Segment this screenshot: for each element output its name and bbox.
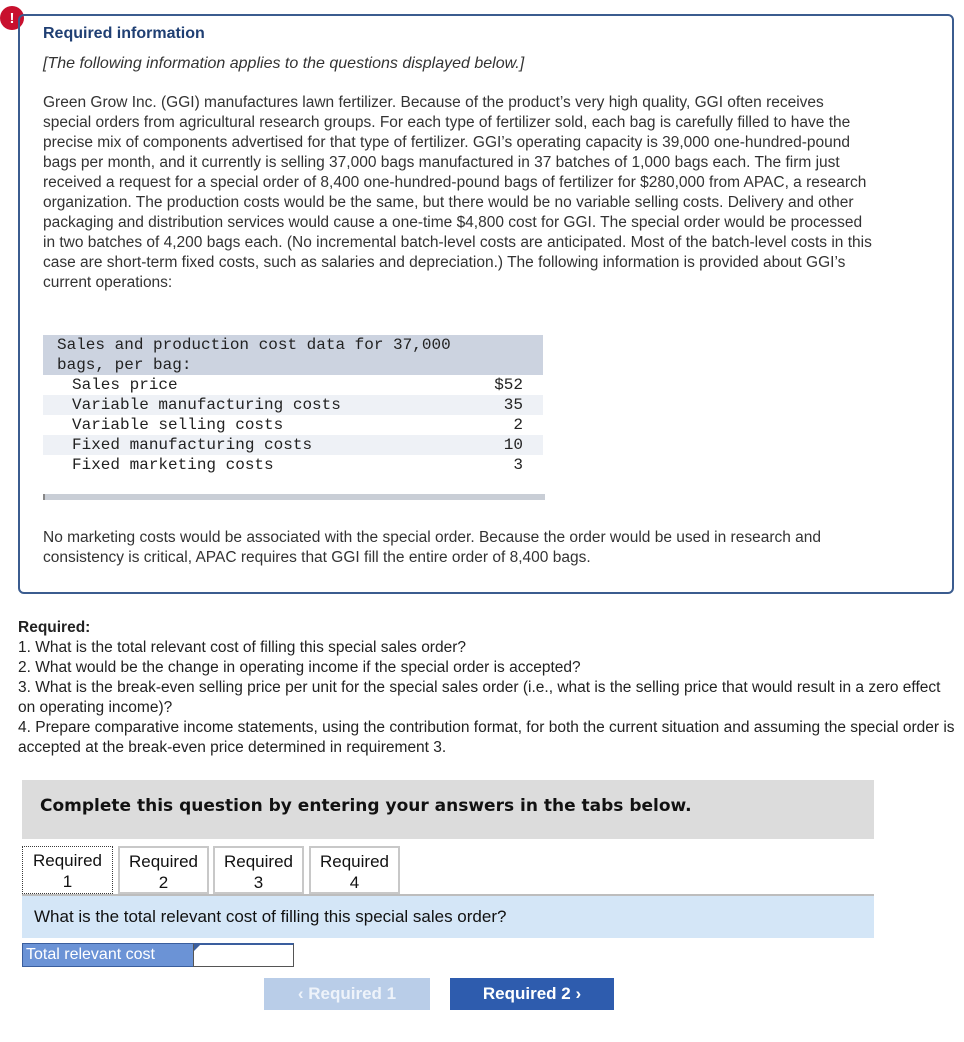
row-label: Variable selling costs [72, 416, 284, 434]
required-heading: Required: [18, 619, 91, 636]
table-row [43, 435, 543, 455]
question-text: What is the total relevant cost of filling this special sales order? [34, 907, 507, 926]
tab-number: 4 [349, 873, 360, 892]
table-header-line1: Sales and production cost data for 37,000 [43, 335, 543, 355]
tab-label: Required [320, 852, 389, 871]
row-value: 10 [443, 435, 543, 455]
tab-required-2[interactable] [118, 846, 209, 894]
required-item-3: 3. What is the break-even selling price per unit for the special sales order (i.e., what is the selling price that would result in a zero effect on operating income)? [18, 679, 941, 716]
tab-label: Required [33, 851, 102, 870]
info-note: [The following information applies to the questions displayed below.] [43, 55, 525, 72]
row-value: 3 [513, 456, 523, 474]
row-value: 35 [443, 395, 543, 415]
tab-number: 1 [62, 872, 73, 891]
required-list [18, 618, 958, 758]
row-label: Fixed marketing costs [72, 456, 274, 474]
table-header-row [43, 355, 543, 375]
table-header-line2: bags, per bag: [43, 355, 543, 375]
tab-label: Required [129, 852, 198, 871]
chevron-right-icon: › [575, 984, 582, 1003]
required-item-1: 1. What is the total relevant cost of filling this special sales order? [18, 639, 466, 656]
table-row [43, 395, 543, 415]
required-item-4: 4. Prepare comparative income statements, using the contribution format, for both the current situation and assuming the special order is accepted at the break-even price determined in requirement 3. [18, 719, 955, 756]
table-header-row [43, 335, 543, 355]
tab-label: Required [224, 852, 293, 871]
answer-label: Total relevant cost [22, 943, 194, 967]
required-item-2: 2. What would be the change in operating income if the special order is accepted? [18, 659, 581, 676]
row-label: Variable manufacturing costs [43, 395, 443, 415]
prev-label: Required 1 [308, 984, 397, 1003]
row-label: Sales price [72, 376, 178, 394]
tab-number: 3 [253, 873, 264, 892]
chevron-left-icon: ‹ [297, 984, 304, 1003]
complete-instruction-bar [22, 780, 874, 839]
alert-icon: ! [0, 6, 24, 30]
tab-required-3[interactable] [213, 846, 304, 894]
info-title: Required information [43, 25, 205, 42]
tab-required-4[interactable] [309, 846, 400, 894]
row-value: 2 [513, 416, 523, 434]
next-label: Required 2 [482, 984, 571, 1003]
next-required-button[interactable] [450, 978, 614, 1010]
previous-required-button[interactable] [264, 978, 430, 1010]
total-relevant-cost-input[interactable] [193, 943, 294, 967]
info-paragraph-2: No marketing costs would be associated with the special order. Because the order would be used in research and consistency is critical, APAC requires that GGI fill the entire order of 8,400 bags. [43, 529, 822, 566]
complete-instruction-text: Complete this question by entering your answers in the tabs below. [40, 796, 692, 816]
row-value: $52 [494, 376, 523, 394]
input-marker-icon [194, 945, 200, 951]
question-bar [22, 896, 874, 938]
cost-data-table [43, 335, 543, 475]
table-row [43, 455, 543, 475]
table-bottom-rule [43, 494, 545, 500]
table-row [43, 375, 543, 395]
tab-required-1[interactable] [22, 846, 113, 894]
tab-number: 2 [158, 873, 169, 892]
info-paragraph: Green Grow Inc. (GGI) manufactures lawn fertilizer. Because of the product’s very high quality, GGI often receives special orders from agricultural research groups. For each type of fertilizer sold, each bag is carefully filled to have the precise mix of components advertised for that type of fertilizer. GGI’s operating capacity is 39,000 one-hundred-pound bags per month, and it currently is selling 37,000 bags manufactured in 37 batches of 1,000 bags each. The firm just received a request for a special order of 8,400 one-hundred-pound bags of fertilizer for $280,000 from APAC, a research organization. The production costs would be the same, but there would be no variable selling costs. Delivery and other packaging and distribution services would cause a one-time $4,800 cost for GGI. The special order would be processed in two batches of 4,200 bags each. (No incremental batch-level costs are anticipated. Most of the batch-level costs in this case are short-term fixed costs, such as salaries and depreciation.) The following information is provided about GGI’s current operations: [43, 94, 872, 291]
row-label: Fixed manufacturing costs [43, 435, 443, 455]
table-row [43, 415, 543, 435]
